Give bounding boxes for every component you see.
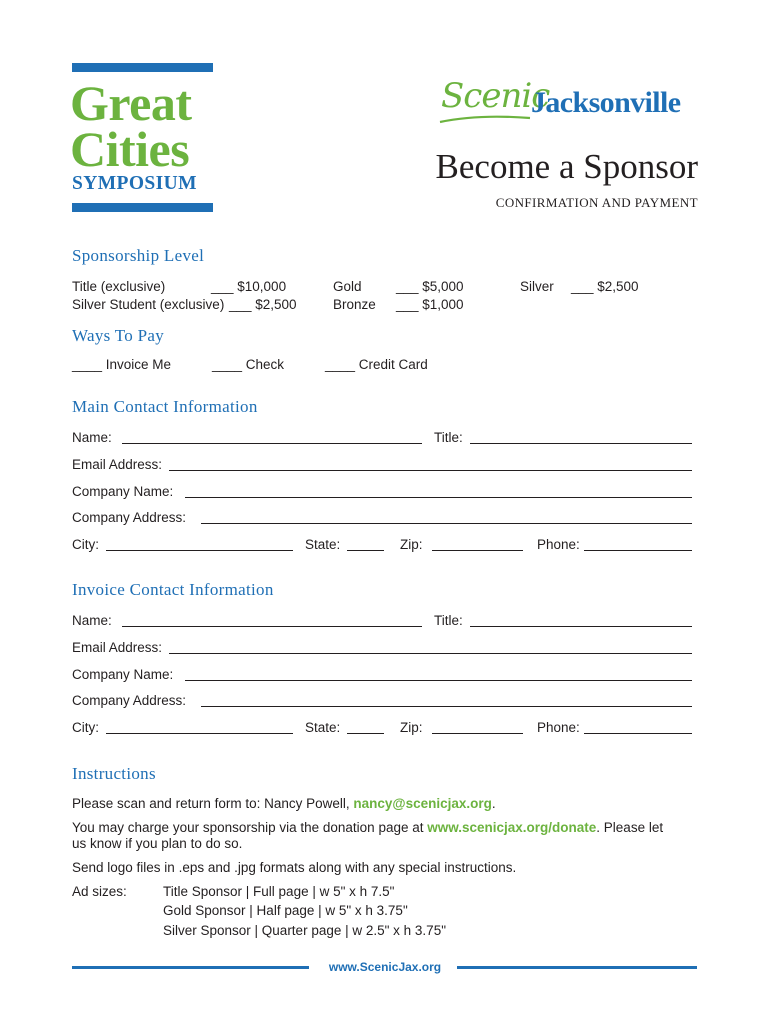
- pay-credit-card-option[interactable]: ____ Credit Card: [325, 357, 428, 372]
- page-title: Become a Sponsor: [435, 147, 698, 186]
- main-name-label: Name:: [72, 430, 112, 445]
- instructions-donate-line-2: us know if you plan to do so.: [72, 836, 243, 851]
- main-phone-label: Phone:: [537, 537, 580, 552]
- main-email-field[interactable]: [169, 470, 692, 471]
- invoice-phone-label: Phone:: [537, 720, 580, 735]
- invoice-title-field[interactable]: [470, 626, 692, 627]
- invoice-address-field[interactable]: [201, 706, 692, 707]
- main-zip-label: Zip:: [400, 537, 423, 552]
- logo-word-symposium: SYMPOSIUM: [72, 173, 197, 194]
- main-name-field[interactable]: [122, 443, 422, 444]
- logo-scenic: Scenic: [441, 76, 550, 116]
- main-state-field[interactable]: [347, 550, 384, 551]
- invoice-city-label: City:: [72, 720, 99, 735]
- logo-swoosh: [438, 112, 533, 126]
- ad-size-gold: Gold Sponsor | Half page | w 5" x h 3.75": [163, 903, 408, 918]
- main-zip-field[interactable]: [432, 550, 523, 551]
- title-level-value[interactable]: ___ $10,000: [211, 279, 287, 294]
- logo-bottom-bar: [72, 203, 213, 212]
- main-contact-heading: Main Contact Information: [72, 397, 258, 416]
- invoice-phone-field[interactable]: [584, 733, 692, 734]
- silver-student-label: Silver Student (exclusive): [72, 297, 225, 312]
- invoice-name-label: Name:: [72, 613, 112, 628]
- pay-invoice-option[interactable]: ____ Invoice Me: [72, 357, 172, 372]
- logo-word-cities: Cities: [70, 121, 190, 177]
- sponsorship-heading: Sponsorship Level: [72, 246, 205, 265]
- bronze-value[interactable]: ___ $1,000: [396, 297, 464, 312]
- instructions-donate-line: [72, 820, 663, 836]
- main-city-field[interactable]: [106, 550, 293, 551]
- instructions-heading: Instructions: [72, 764, 156, 783]
- main-title-field[interactable]: [470, 443, 692, 444]
- silver-student-value[interactable]: ___ $2,500: [229, 297, 297, 312]
- bronze-label: Bronze: [333, 297, 376, 312]
- logo-jacksonville: Jacksonville: [531, 86, 681, 119]
- main-state-label: State:: [305, 537, 341, 552]
- instructions-logo-line: Send logo files in .eps and .jpg formats along with any special instructions.: [72, 860, 517, 875]
- silver-value[interactable]: ___ $2,500: [571, 279, 639, 294]
- footer-url-link[interactable]: www.ScenicJax.org: [328, 960, 442, 974]
- gold-label: Gold: [333, 279, 362, 294]
- invoice-zip-label: Zip:: [400, 720, 423, 735]
- main-address-field[interactable]: [201, 523, 692, 524]
- invoice-address-label: Company Address:: [72, 693, 187, 708]
- main-phone-field[interactable]: [584, 550, 692, 551]
- main-title-label: Title:: [434, 430, 463, 445]
- logo-top-bar: [72, 63, 213, 72]
- instructions-return-line: [72, 796, 496, 812]
- ad-size-silver: Silver Sponsor | Quarter page | w 2.5" x h 3.75": [163, 923, 446, 938]
- ad-sizes-label: Ad sizes:: [72, 884, 127, 899]
- donate-text: You may charge your sponsorship via the donation page at: [72, 820, 428, 835]
- main-company-label: Company Name:: [72, 484, 174, 499]
- ad-size-title: Title Sponsor | Full page | w 5" x h 7.5": [163, 884, 395, 899]
- logo-word-great: Great: [70, 75, 192, 131]
- title-level-label: Title (exclusive): [72, 279, 166, 294]
- invoice-email-label: Email Address:: [72, 640, 163, 655]
- return-text: Please scan and return form to: Nancy Powell,: [72, 796, 354, 811]
- invoice-company-field[interactable]: [185, 680, 692, 681]
- pay-check-option[interactable]: ____ Check: [212, 357, 285, 372]
- invoice-name-field[interactable]: [122, 626, 422, 627]
- return-text-end: .: [491, 796, 496, 811]
- invoice-zip-field[interactable]: [432, 733, 523, 734]
- ways-to-pay-heading: Ways To Pay: [72, 326, 165, 345]
- contact-email-link[interactable]: nancy@scenicjax.org: [353, 796, 492, 811]
- main-city-label: City:: [72, 537, 99, 552]
- main-email-label: Email Address:: [72, 457, 163, 472]
- donate-link[interactable]: www.scenicjax.org/donate: [427, 820, 597, 835]
- main-company-field[interactable]: [185, 497, 692, 498]
- donate-text-end: . Please let: [596, 820, 664, 835]
- page-subtitle: CONFIRMATION AND PAYMENT: [495, 195, 698, 210]
- invoice-state-field[interactable]: [347, 733, 384, 734]
- invoice-company-label: Company Name:: [72, 667, 174, 682]
- main-address-label: Company Address:: [72, 510, 187, 525]
- invoice-title-label: Title:: [434, 613, 463, 628]
- silver-label: Silver: [520, 279, 554, 294]
- invoice-contact-heading: Invoice Contact Information: [72, 580, 274, 599]
- invoice-state-label: State:: [305, 720, 341, 735]
- invoice-email-field[interactable]: [169, 653, 692, 654]
- invoice-city-field[interactable]: [106, 733, 293, 734]
- gold-value[interactable]: ___ $5,000: [396, 279, 464, 294]
